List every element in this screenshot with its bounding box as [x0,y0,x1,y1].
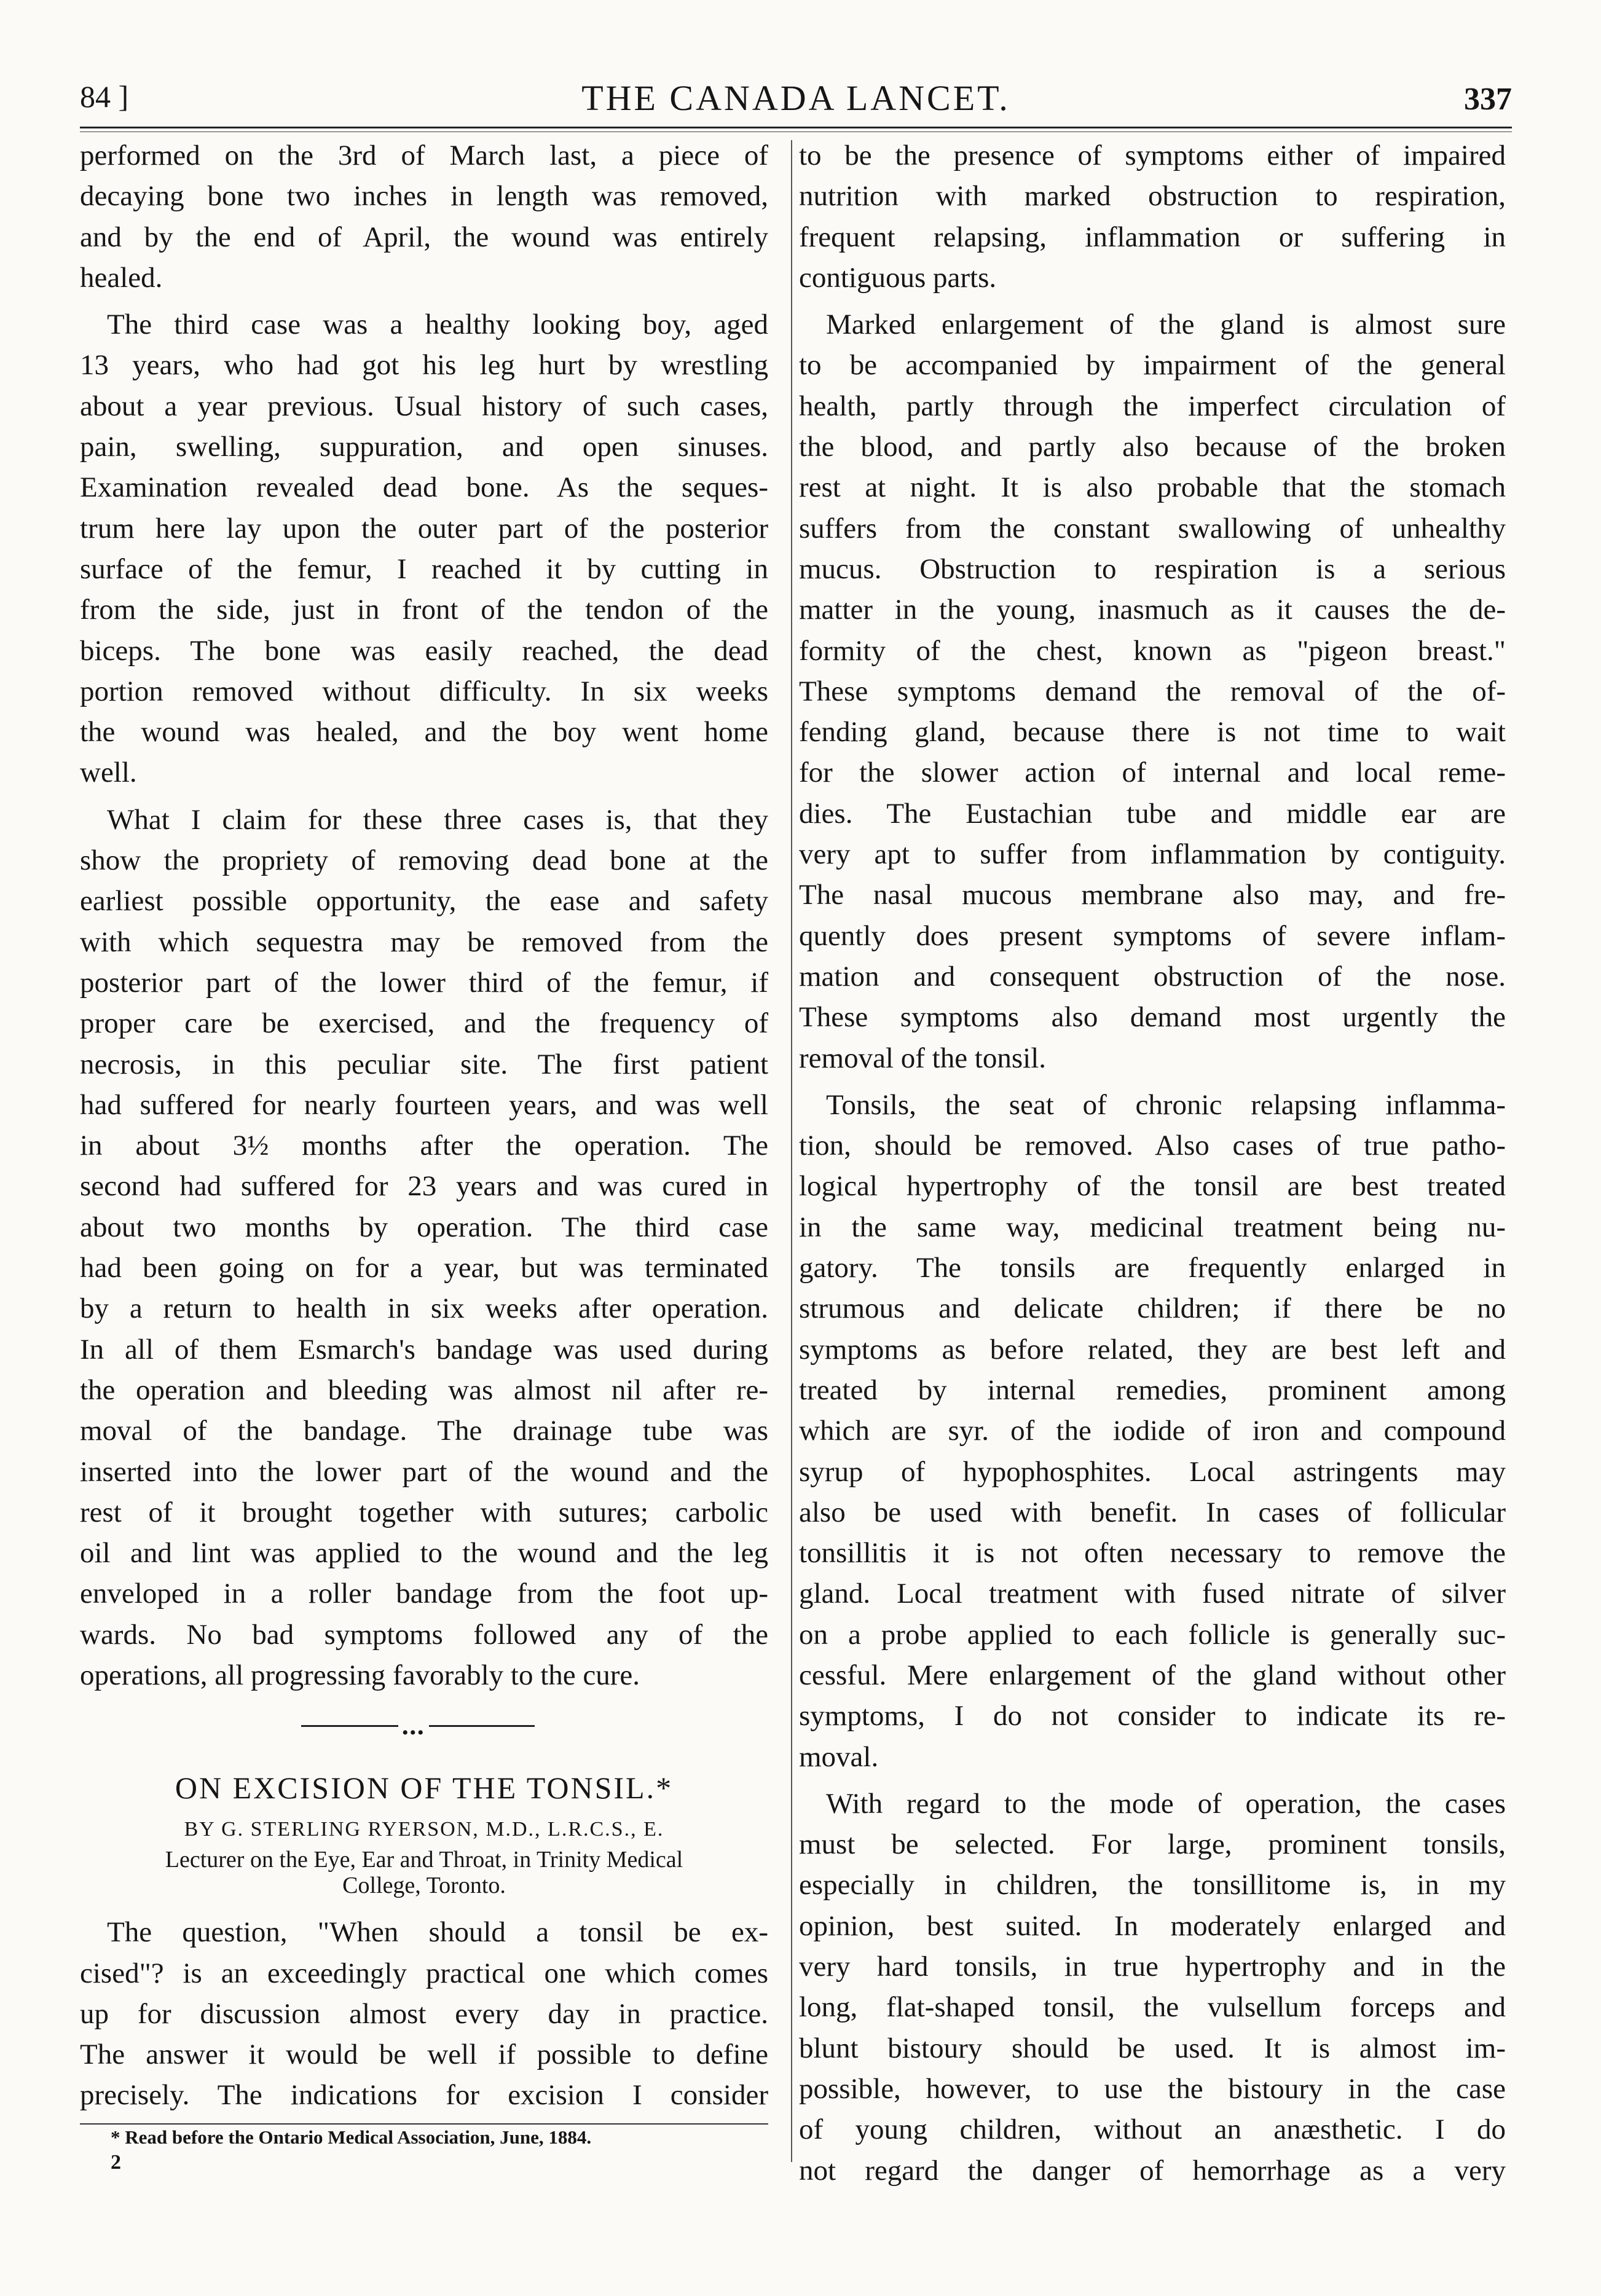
text-line: In all of them Esmarch's bandage was used during [80,1333,768,1366]
text-line: blunt bistoury should be used. It is almost im- [799,2032,1506,2064]
text-line: for the slower action of internal and local reme- [799,757,1506,789]
text-line: to be accompanied by impairment of the general [799,349,1506,382]
text-line: posterior part of the lower third of the femur, if [80,966,768,999]
text-line: long, flat-shaped tonsil, the vulsellum forceps and [799,1991,1506,2024]
text-line: cised"? is an exceedingly practical one which comes [80,1957,768,1989]
text-line: decaying bone two inches in length was removed, [80,180,768,213]
text-line: moval of the bandage. The drainage tube was [80,1415,768,1447]
footnote: * Read before the Ontario Medical Association, June, 1884. [111,2126,592,2148]
text-line: in the same way, medicinal treatment being nu- [799,1211,1506,1243]
text-line: the blood, and partly also because of the broken [799,431,1506,463]
text-line: dies. The Eustachian tube and middle ear are [799,797,1506,830]
signature-mark: 2 [111,2150,121,2174]
text-line: The nasal mucous membrane also may, and fre- [799,879,1506,911]
text-line: matter in the young, inasmuch as it causes the de- [799,594,1506,626]
text-line: opinion, best suited. In moderately enlarged and [799,1909,1506,1942]
text-line: 13 years, who had got his leg hurt by wrestling [80,349,768,382]
section-ornament [80,1696,768,1763]
text-line: Examination revealed dead bone. As the seques- [80,471,768,504]
text-line: These symptoms demand the removal of the of- [799,675,1506,707]
text-line: not regard the danger of hemorrhage as a very [799,2154,1506,2187]
right-paragraph-2 [799,304,1506,1079]
text-line: health, partly through the imperfect circulation of [799,390,1506,422]
text-line: cessful. Mere enlargement of the gland without other [799,1659,1506,1691]
text-line: wards. No bad symptoms followed any of the [80,1618,768,1651]
left-paragraph-4 [80,1912,768,2115]
text-line: gland. Local treatment with fused nitrate of silver [799,1578,1506,1610]
text-line: tonsillitis it is not often necessary to remove the [799,1537,1506,1570]
text-line: syrup of hypophosphites. Local astringents may [799,1455,1506,1488]
text-line: mucus. Obstruction to respiration is a serious [799,552,1506,585]
text-line: symptoms as before related, they are best left and [799,1333,1506,1366]
left-paragraph-3 [80,800,768,1696]
text-line: strumous and delicate children; if there be no [799,1292,1506,1325]
text-line: gatory. The tonsils are frequently enlarged in [799,1252,1506,1284]
header-rule [80,127,1512,128]
article-affiliation-1: Lecturer on the Eye, Ear and Throat, in Trinity Medical [165,1847,683,1873]
text-line: by a return to health in six weeks after operation. [80,1292,768,1325]
text-line: What I claim for these three cases is, that they [107,803,768,836]
text-line: oil and lint was applied to the wound and the leg [80,1537,768,1570]
text-line: the wound was healed, and the boy went home [80,716,768,749]
text-line: proper care be exercised, and the frequency of [80,1007,768,1040]
text-line: contiguous parts. [799,261,997,294]
page-number-right: 337 [1464,82,1512,117]
text-line: of young children, without an anæsthetic. I do [799,2113,1506,2146]
text-line: Tonsils, the seat of chronic relapsing inflamma- [826,1088,1506,1121]
text-line: fending gland, because there is not time to wait [799,716,1506,749]
running-header [80,74,1512,129]
left-paragraph-1 [80,135,768,298]
text-line: The third case was a healthy looking boy, aged [107,309,768,341]
text-line: removal of the tonsil. [799,1042,1047,1074]
text-line: about a year previous. Usual history of such cases, [80,390,768,422]
article-title: ON EXCISION OF THE TONSIL.* [175,1771,674,1806]
text-line: possible, however, to use the bistoury in the case [799,2072,1506,2105]
text-line: treated by internal remedies, prominent among [799,1374,1506,1406]
right-paragraph-4 [799,1783,1506,2191]
text-line: rest of it brought together with sutures; carbolic [80,1496,768,1528]
text-line: about two months by operation. The third case [80,1211,768,1243]
text-line: moval. [799,1740,879,1773]
text-line: suffers from the constant swallowing of unhealthy [799,512,1506,545]
article-byline: BY G. STERLING RYERSON, M.D., L.R.C.S., E. [184,1818,664,1841]
text-line: especially in children, the tonsillitome is, in my [799,1869,1506,1901]
right-column [799,135,1506,2191]
text-line: which are syr. of the iodide of iron and compound [799,1415,1506,1447]
text-line: portion removed without difficulty. In six weeks [80,675,768,707]
text-line: up for discussion almost every day in practice. [80,1997,768,2030]
left-column [80,135,768,2175]
text-line: logical hypertrophy of the tonsil are best treated [799,1170,1506,1203]
text-line: second had suffered for 23 years and was cured in [80,1170,768,1203]
text-line: in about 3½ months after the operation. The [80,1130,768,1162]
text-line: had suffered for nearly fourteen years, and was well [80,1088,768,1121]
text-line: and by the end of April, the wound was entirely [80,221,768,253]
text-line: tion, should be removed. Also cases of true patho- [799,1130,1506,1162]
text-line: operations, all progressing favorably to the cure. [80,1659,640,1691]
text-line: performed on the 3rd of March last, a piece of [80,140,768,171]
text-line: earliest possible opportunity, the ease and safety [80,885,768,918]
text-line: inserted into the lower part of the wound and the [80,1455,768,1488]
text-line: necrosis, in this peculiar site. The first patient [80,1048,768,1080]
text-line: rest at night. It is also probable that the stomach [799,471,1506,504]
text-line: With regard to the mode of operation, the cases [826,1787,1506,1820]
text-line: the operation and bleeding was almost nil after re- [80,1374,768,1406]
text-line: with which sequestra may be removed from the [80,926,768,958]
text-line: The question, "When should a tonsil be ex- [107,1916,768,1949]
text-line: frequent relapsing, inflammation or suffering in [799,221,1506,253]
text-line: precisely. The indications for excision I consider [80,2079,768,2112]
text-line: healed. [80,261,163,294]
text-line: enveloped in a roller bandage from the foot up- [80,1578,768,1610]
text-line: had been going on for a year, but was terminated [80,1252,768,1284]
article-affiliation-2: College, Toronto. [342,1873,506,1899]
text-line: also be used with benefit. In cases of follicular [799,1496,1506,1528]
text-line: quently does present symptoms of severe inflam- [799,919,1506,952]
text-line: mation and consequent obstruction of the nose. [799,960,1506,993]
left-paragraph-2 [80,304,768,793]
text-line: biceps. The bone was easily reached, the dead [80,634,768,667]
text-line: Marked enlargement of the gland is almost sure [826,309,1506,341]
journal-title: THE CANADA LANCET. [581,78,1010,118]
text-line: must be selected. For large, prominent tonsils, [799,1828,1506,1861]
text-line: These symptoms also demand most urgently the [799,1001,1506,1034]
text-line: from the side, just in front of the tendon of the [80,594,768,626]
text-line: well. [80,757,137,789]
text-line: symptoms, I do not consider to indicate its re- [799,1700,1506,1732]
text-line: nutrition with marked obstruction to respiration, [799,180,1506,213]
text-line: The answer it would be well if possible to define [80,2038,768,2071]
text-line: trum here lay upon the outer part of the posterior [80,512,768,545]
page-number-left: 84 ] [80,79,129,114]
column-divider [791,140,792,2162]
text-line: on a probe applied to each follicle is generally suc- [799,1618,1506,1651]
text-line: very apt to suffer from inflammation by contiguity. [799,838,1506,871]
right-paragraph-1 [799,135,1506,298]
text-line: very hard tonsils, in true hypertrophy and in the [799,1951,1506,1983]
right-paragraph-3 [799,1085,1506,1777]
text-line: pain, swelling, suppuration, and open sinuses. [80,431,768,463]
ornament-dots: ••• [398,1713,429,1753]
text-line: to be the presence of symptoms either of impaired [799,140,1506,171]
text-line: formity of the chest, known as "pigeon breast." [799,634,1506,667]
text-line: surface of the femur, I reached it by cutting in [80,552,768,585]
text-line: show the propriety of removing dead bone at the [80,844,768,877]
